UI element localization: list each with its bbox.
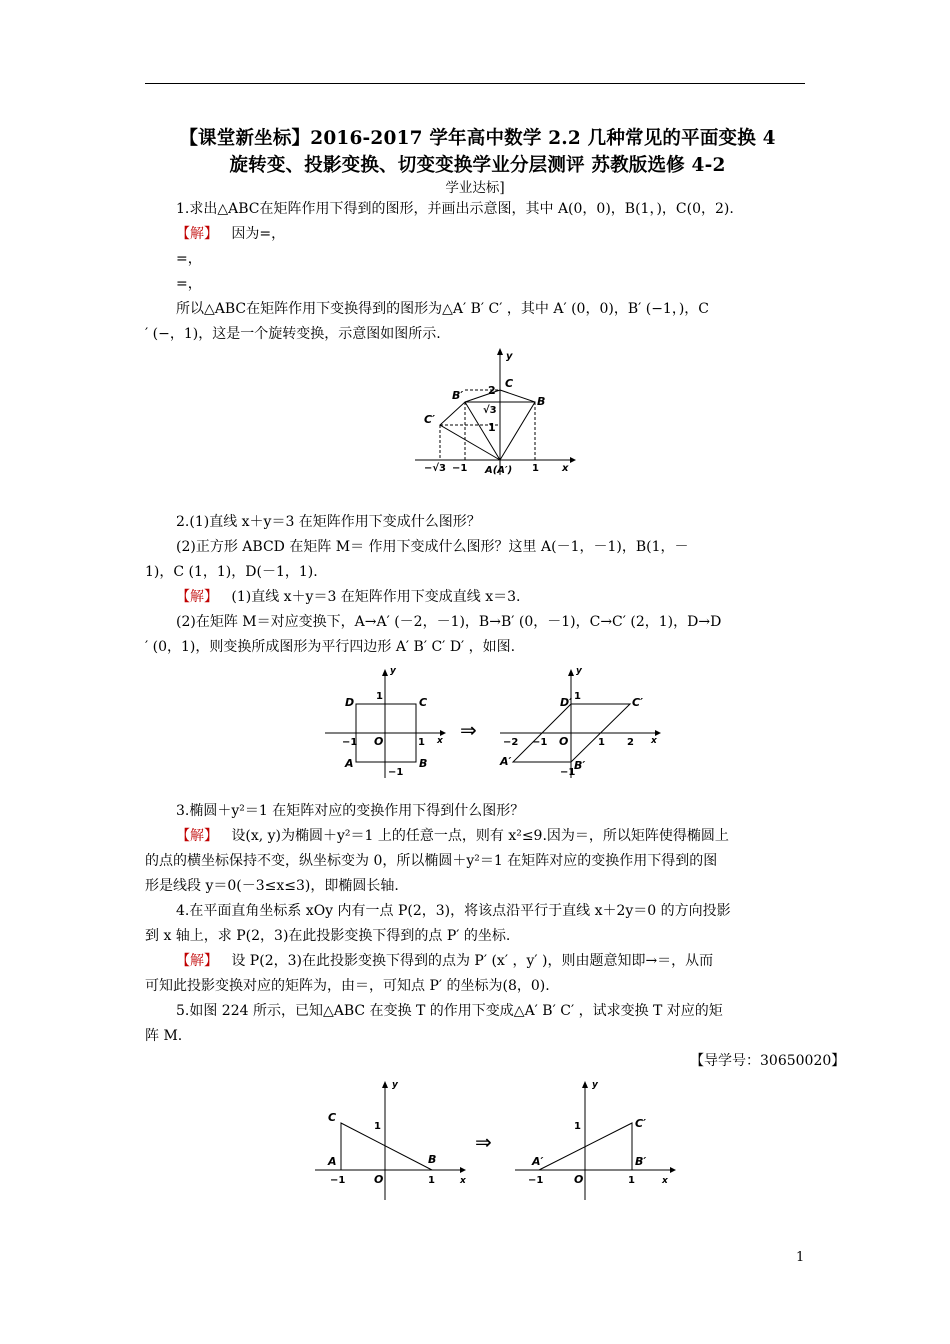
label-o3-right: O — [574, 1173, 584, 1186]
q1-solution-text: 因为=， — [231, 226, 286, 242]
label-c: C — [505, 377, 514, 390]
figure-shear-triangle — [310, 1075, 680, 1209]
right3-y-label: y — [592, 1080, 598, 1090]
label-c-prime3: C′ — [635, 1117, 646, 1130]
triangle-abc-3 — [341, 1123, 432, 1170]
q2-question2: (2)正方形 ABCD 在矩阵 M＝ 作用下变成什么图形？这里 A(－1，－1)，B(1，－ — [176, 539, 689, 555]
left3-y-arrow-icon — [382, 1081, 388, 1088]
title-line-1: 【课堂新坐标】2016-2017 学年高中数学 2.2 几种常见的平面变换 4 — [179, 128, 776, 149]
left3-x-arrow-icon — [460, 1167, 466, 1173]
q4-solution-tag: 【解】 — [176, 953, 218, 969]
triangle-abc — [500, 390, 535, 460]
q3-question: 3.椭圆＋y²＝1 在矩阵对应的变换作用下得到什么图形？ — [176, 803, 525, 819]
figure-shear-square-svg — [320, 663, 665, 783]
q4-solution-line1 — [176, 952, 713, 970]
right3-x-arrow-icon — [670, 1167, 676, 1173]
label-c-prime: C′ — [424, 413, 435, 426]
q2-solution-line2: (2)在矩阵 M＝对应变换下，A→A′ (－2，－1)，B→B′ (0，－1)，C→C′ (2，1)，D→D — [176, 614, 722, 630]
label-a: A(A′) — [485, 465, 513, 476]
tick-y-1: 1 — [488, 421, 496, 434]
label-c3: C — [328, 1111, 337, 1124]
tick-y-2: 2 — [488, 384, 496, 397]
q4-solution-line2: 可知此投影变换对应的矩阵为，由＝，可知点 P′ 的坐标为(8，0). — [145, 978, 550, 994]
tick-x-1: 1 — [532, 463, 539, 474]
q1-result-line1: 所以△ABC在矩阵作用下变换得到的图形为△A′ B′ C′ ，其中 A′ (0，0)，B′ (−1，)，C — [176, 301, 710, 317]
q2-solution-line1 — [176, 588, 521, 606]
title-line-2: 旋转变、投影变换、切变变换学业分层测评 苏教版选修 4-2 — [229, 155, 726, 176]
tick-x-neg-1: −1 — [452, 463, 468, 474]
right-y-arrow-icon — [568, 669, 574, 676]
q4-solution-text1: 设 P(2，3)在此投影变换下得到的点为 P′ (x′ ，y′ )，则由题意知即→＝，从而 — [231, 953, 714, 969]
q1-equation-line3: =， — [176, 276, 202, 292]
label-c-prime2: C′ — [632, 696, 643, 709]
document-title — [145, 125, 810, 179]
label-b-prime: B′ — [452, 389, 464, 402]
q1-solution-line1 — [176, 225, 285, 243]
q2-solution-tag: 【解】 — [176, 589, 218, 605]
label-c2: C — [419, 696, 428, 709]
label-o3: O — [374, 1173, 384, 1186]
label-d: D — [345, 696, 355, 709]
tick-y-neg1-right: −1 — [560, 767, 576, 778]
tick-x-neg2-right: −2 — [503, 737, 519, 748]
q2-solution-text1: (1)直线 x＋y＝3 在矩阵作用下变成直线 x＝3. — [231, 589, 521, 605]
label-o-right: O — [559, 735, 569, 748]
label-b-prime2: B′ — [574, 759, 586, 772]
tick-x-neg-sqrt3: −√3 — [424, 463, 447, 474]
label-b: B — [537, 395, 546, 408]
tick-y-neg1-left: −1 — [388, 767, 404, 778]
tick-x-neg1-left3: −1 — [330, 1175, 346, 1186]
q4-question2: 到 x 轴上，求 P(2，3)在此投影变换下得到的点 P′ 的坐标. — [145, 928, 511, 944]
header-rule — [145, 83, 805, 84]
left-y-label: y — [390, 666, 396, 676]
q2-question3: 1)，C (1，1)，D(－1，1). — [145, 564, 318, 580]
q1-question: 1.求出△ABC在矩阵作用下得到的图形，并画出示意图，其中 A(0，0)，B(1，)，C(0，2). — [176, 201, 734, 217]
q3-solution-tag: 【解】 — [176, 828, 218, 844]
y-axis-label: y — [506, 351, 513, 362]
q4-question1: 4.在平面直角坐标系 xOy 内有一点 P(2，3)，将该点沿平行于直线 x＋2y＝0 的方向投影 — [176, 903, 731, 919]
label-o: O — [374, 735, 384, 748]
tick-x-1-right: 1 — [598, 737, 605, 748]
q3-solution-text1: 设(x, y)为椭圆＋y²＝1 上的任意一点，则有 x²≤9.因为＝，所以矩阵使得椭圆上 — [231, 828, 729, 844]
tick-x-1-left: 1 — [418, 737, 425, 748]
left-y-arrow-icon — [382, 669, 388, 676]
right3-y-arrow-icon — [582, 1081, 588, 1088]
label-a2: A — [345, 757, 354, 770]
q5-reference: 【导学号：30650020】 — [690, 1053, 846, 1069]
right3-x-label: x — [662, 1176, 668, 1186]
figure-shear-triangle-svg — [310, 1075, 680, 1205]
right-x-label: x — [651, 736, 657, 746]
figure-shear-square — [320, 663, 665, 787]
x-axis-arrow-icon — [570, 457, 576, 463]
left-x-label: x — [437, 736, 443, 746]
tick-y-1-right3: 1 — [574, 1121, 581, 1132]
tick-y-1-left: 1 — [376, 691, 383, 702]
left3-y-label: y — [392, 1080, 398, 1090]
q3-solution-line1 — [176, 827, 729, 845]
q5-question1: 5.如图 224 所示，已知△ABC 在变换 T 的作用下变成△A′ B′ C′ ，试求变换 T 对应的矩 — [176, 1003, 723, 1019]
q1-solution-tag: 【解】 — [176, 226, 218, 242]
label-b2: B — [419, 757, 428, 770]
q1-result-line2: ′ (−，1)，这是一个旋转变换，示意图如图所示. — [145, 326, 441, 342]
label-d-prime: D′ — [560, 696, 573, 709]
q2-solution-line3: ′ (0，1)，则变换所成图形为平行四边形 A′ B′ C′ D′ ，如图. — [145, 639, 516, 655]
tick-x-2-right: 2 — [627, 737, 634, 748]
q2-question1: 2.(1)直线 x＋y＝3 在矩阵作用下变成什么图形？ — [176, 514, 481, 530]
tick-x-neg1-right3: −1 — [528, 1175, 544, 1186]
tick-x-neg1-left: −1 — [342, 737, 358, 748]
label-a-prime3: A′ — [532, 1155, 544, 1168]
q1-equation-line2: =， — [176, 251, 202, 267]
implies-arrow-icon-2: ⇒ — [475, 1130, 492, 1154]
page-number: 1 — [796, 1250, 805, 1265]
q3-solution-line3: 形是线段 y＝0(－3≤x≤3)，即椭圆长轴. — [145, 878, 399, 894]
figure-rotation-svg — [410, 345, 580, 480]
x-axis-label: x — [562, 463, 569, 474]
label-b-prime3: B′ — [635, 1155, 647, 1168]
tick-y-1-right: 1 — [574, 691, 581, 702]
tick-y-sqrt3: √3 — [483, 405, 497, 416]
right-y-label: y — [576, 666, 582, 676]
implies-arrow-icon: ⇒ — [460, 718, 477, 742]
label-b3: B — [428, 1153, 437, 1166]
q5-question2: 阵 M. — [145, 1028, 183, 1044]
label-a-prime2: A′ — [500, 755, 512, 768]
tick-x-1-left3: 1 — [428, 1175, 435, 1186]
label-a3: A — [328, 1155, 337, 1168]
tick-x-neg1-right: −1 — [532, 737, 548, 748]
section-subtitle: 学业达标] — [445, 180, 505, 196]
left3-x-label: x — [460, 1176, 466, 1186]
q3-solution-line2: 的点的横坐标保持不变，纵坐标变为 0，所以椭圆＋y²＝1 在矩阵对应的变换作用下得到的图 — [145, 853, 718, 869]
tick-y-1-left3: 1 — [374, 1121, 381, 1132]
figure-rotation — [410, 345, 580, 484]
y-axis-arrow-icon — [497, 348, 503, 355]
tick-x-1-right3: 1 — [628, 1175, 635, 1186]
